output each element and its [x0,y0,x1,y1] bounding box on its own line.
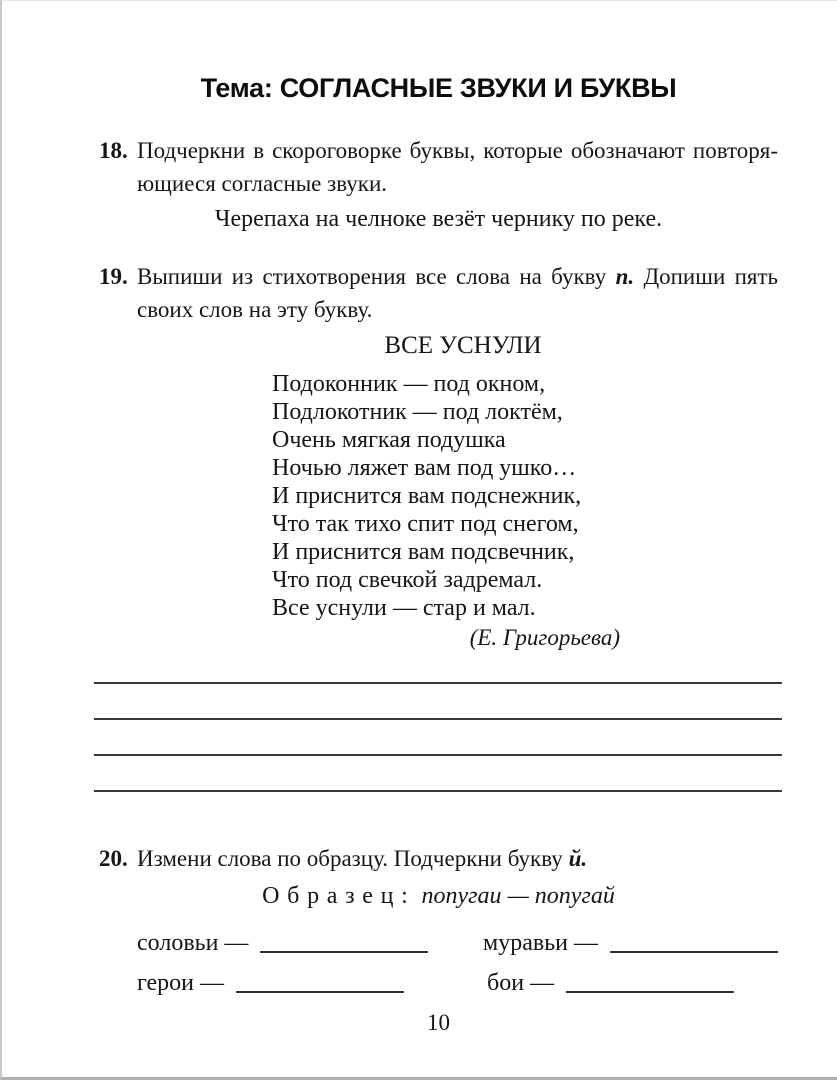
answer-blank [610,931,778,953]
word-pair [137,929,483,957]
poem [272,332,654,652]
answer-blank [260,931,428,953]
exercise-20-target-letter: й. [568,846,588,871]
word-pair [487,969,778,997]
word-pair [137,969,487,997]
writing-line [94,756,782,792]
exercise-18 [99,134,778,200]
answer-blank [566,971,734,993]
poem-title: ВСЕ УСНУЛИ [384,332,542,359]
exercise-19-instruction-text: Выпиши из стихотворения все слова на букву [137,264,607,289]
word-pair-label: герои — [137,970,225,996]
sample-label: Образец: [262,883,416,909]
exercise-19-instruction-line-2: своих слов на эту букву. [137,297,373,322]
exercise-19-target-letter: п. [615,264,635,289]
answer-blank [236,971,404,993]
writing-line [94,648,782,684]
exercise-18-number: 18. [99,138,128,163]
writing-lines [94,648,782,792]
page-number: 10 [427,1010,450,1035]
poem-line: Подлокотник — под локтём, [272,399,563,425]
sample-text: попугаи — попугай [421,883,615,909]
poem-line: Ночью ляжет вам под ушко… [272,455,577,481]
exercise-20-instruction-text: Измени слова по образцу. Подчеркни букву [137,846,563,871]
poem-author: (Е. Григорьева) [469,625,620,650]
page-content [2,73,837,1037]
poem-line: Что под свечкой задремал. [272,567,543,593]
word-pair-label: муравьи — [483,930,598,956]
exercise-19-instruction-line-1 [137,260,778,293]
poem-line: Подоконник — под окном, [272,371,546,397]
exercise-19 [99,260,778,326]
poem-line: И приснится вам подсвечник, [272,539,575,565]
writing-line [94,720,782,756]
sample-line [99,881,778,911]
exercise-18-instruction-line-1: Подчеркни в скороговорке буквы, которые обозначают повторя- [137,138,778,163]
writing-line [94,684,782,720]
poem-line: И приснится вам подснежник, [272,483,582,509]
word-pairs [99,929,778,997]
exercise-20 [99,842,778,875]
word-pair [483,929,778,957]
poem-line: Все уснули — стар и мал. [272,595,536,621]
exercise-19-instruction-text-after: Допиши пять [643,264,779,289]
exercise-20-number: 20. [99,846,128,871]
word-pair-row [137,929,778,957]
poem-line: Что так тихо спит под снегом, [272,511,579,537]
exercise-19-number: 19. [99,264,128,289]
page-title: Тема: СОГЛАСНЫЕ ЗВУКИ И БУКВЫ [200,73,677,103]
word-pair-label: бои — [487,970,555,996]
word-pair-row [137,969,778,997]
tongue-twister: Черепаха на челноке везёт чернику по реке. [214,206,663,232]
word-pair-label: соловьи — [137,930,249,956]
poem-line: Очень мягкая подушка [272,427,506,453]
exercise-20-instruction [137,842,778,875]
exercise-18-instruction-line-2: ющиеся согласные звуки. [137,171,388,196]
